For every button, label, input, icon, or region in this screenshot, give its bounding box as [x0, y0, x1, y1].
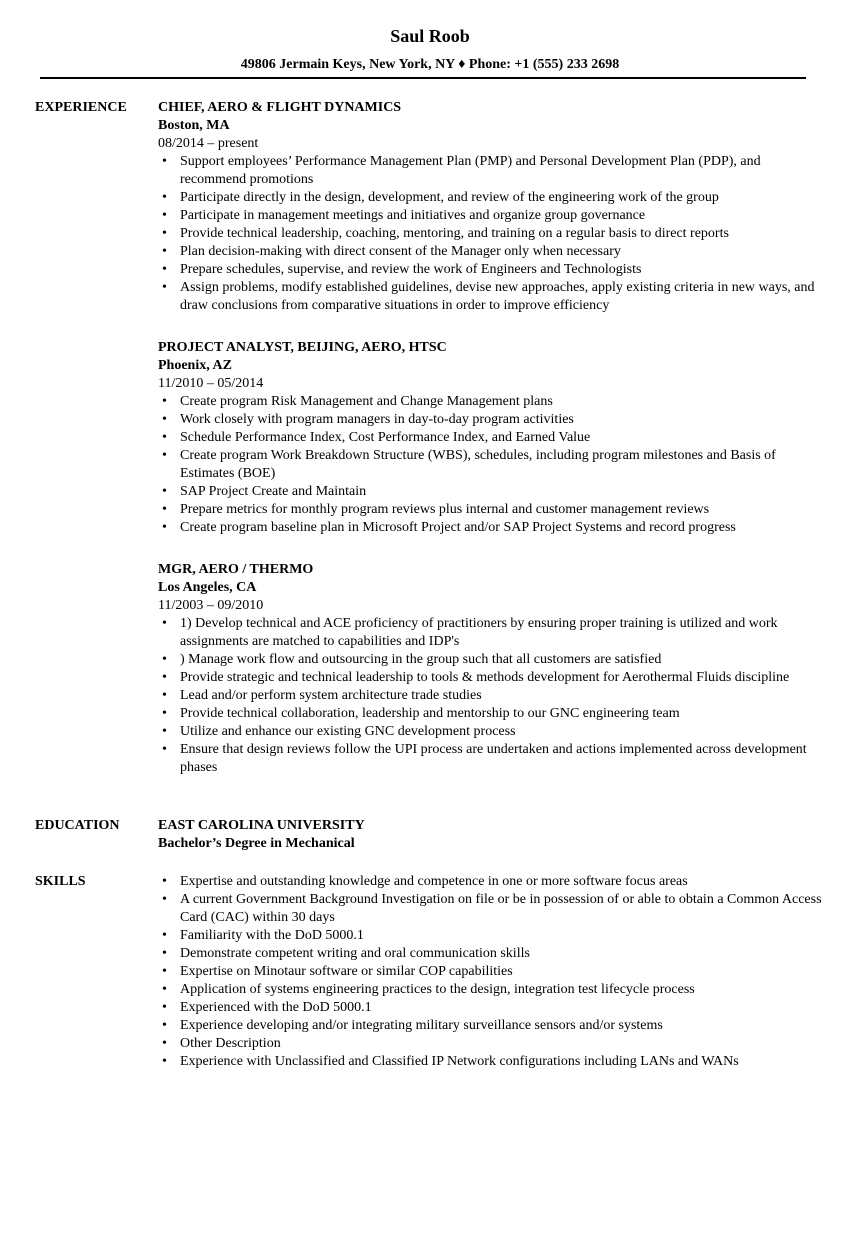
- skill-item: • Other Description: [158, 1035, 823, 1053]
- job-bullet: • Lead and/or perform system architecture trade studies: [158, 687, 823, 705]
- degree-name: Bachelor’s Degree in Mechanical: [158, 836, 355, 851]
- job-location: Los Angeles, CA: [158, 580, 257, 595]
- skill-item: • Expertise on Minotaur software or similar COP capabilities: [158, 963, 823, 981]
- job-bullet: • Create program Work Breakdown Structure (WBS), schedules, including program milestones and Basis of Estimates (BOE): [158, 447, 823, 483]
- job-bullet: • Ensure that design reviews follow the UPI process are undertaken and actions implemented across development phases: [158, 741, 823, 777]
- job-bullet: • Assign problems, modify established guidelines, devise new approaches, apply existing criteria in new ways, and draw conclusions from comparative situations in order to improve efficiency: [158, 279, 823, 315]
- job-bullet: • Prepare metrics for monthly program reviews plus internal and customer management reviews: [158, 501, 823, 519]
- job-bullets: [158, 393, 823, 537]
- job-entry: [158, 339, 823, 537]
- job-bullet: • 1) Develop technical and ACE proficiency of practitioners by ensuring proper training is utilized and work assignments are matched to capabilities and IDP's: [158, 615, 823, 651]
- job-location: Boston, MA: [158, 118, 230, 133]
- job-title: PROJECT ANALYST, BEIJING, AERO, HTSC: [158, 340, 447, 355]
- job-bullet: • Schedule Performance Index, Cost Performance Index, and Earned Value: [158, 429, 823, 447]
- section-label-experience: EXPERIENCE: [35, 100, 127, 115]
- skill-item: • Experience with Unclassified and Classified IP Network configurations including LANs and WANs: [158, 1053, 823, 1071]
- job-bullet: • ) Manage work flow and outsourcing in the group such that all customers are satisfied: [158, 651, 823, 669]
- skill-item: • Application of systems engineering practices to the design, integration test lifecycle process: [158, 981, 823, 999]
- job-bullet: • Utilize and enhance our existing GNC development process: [158, 723, 823, 741]
- job-title: MGR, AERO / THERMO: [158, 562, 314, 577]
- skills-body: [158, 873, 823, 1071]
- job-bullet: • Participate directly in the design, development, and review of the engineering work of the group: [158, 189, 823, 207]
- header-divider: [40, 77, 806, 79]
- job-dates: 11/2010 – 05/2014: [158, 376, 264, 391]
- skills-list: [158, 873, 823, 1071]
- job-bullets: [158, 615, 823, 777]
- skill-item: • Experienced with the DoD 5000.1: [158, 999, 823, 1017]
- skill-item: • Familiarity with the DoD 5000.1: [158, 927, 823, 945]
- job-bullet: • Create program Risk Management and Change Management plans: [158, 393, 823, 411]
- job-dates: 08/2014 – present: [158, 136, 259, 151]
- job-bullet: • Provide technical leadership, coaching, mentoring, and training on a regular basis to direct reports: [158, 225, 823, 243]
- job-dates: 11/2003 – 09/2010: [158, 598, 264, 613]
- job-bullet: • Provide technical collaboration, leadership and mentorship to our GNC engineering team: [158, 705, 823, 723]
- contact-line: 49806 Jermain Keys, New York, NY ♦ Phone: +1 (555) 233 2698: [240, 57, 620, 72]
- job-entry: [158, 99, 823, 315]
- education-body: [158, 817, 823, 853]
- skill-item: • Expertise and outstanding knowledge and competence in one or more software focus areas: [158, 873, 823, 891]
- skill-item: • Experience developing and/or integrating military surveillance sensors and/or systems: [158, 1017, 823, 1035]
- skill-item: • A current Government Background Investigation on file or be in possession of or able to obtain a Common Access Card (CAC) within 30 days: [158, 891, 823, 927]
- job-location: Phoenix, AZ: [158, 358, 232, 373]
- job-bullet: • Support employees’ Performance Management Plan (PMP) and Personal Development Plan (PDP), and recommend promotions: [158, 153, 823, 189]
- job-title: CHIEF, AERO & FLIGHT DYNAMICS: [158, 100, 402, 115]
- experience-body: [158, 99, 823, 777]
- job-bullet: • Participate in management meetings and initiatives and organize group governance: [158, 207, 823, 225]
- resume-header: [0, 24, 860, 74]
- job-bullet: • Work closely with program managers in day-to-day program activities: [158, 411, 823, 429]
- section-label-education: EDUCATION: [35, 818, 120, 833]
- school-name: EAST CAROLINA UNIVERSITY: [158, 818, 365, 833]
- job-bullet: • Plan decision-making with direct consent of the Manager only when necessary: [158, 243, 823, 261]
- job-bullet: • Create program baseline plan in Microsoft Project and/or SAP Project Systems and record progress: [158, 519, 823, 537]
- job-entry: [158, 561, 823, 777]
- candidate-name: Saul Roob: [390, 26, 470, 46]
- skill-item: • Demonstrate competent writing and oral communication skills: [158, 945, 823, 963]
- job-bullet: • Prepare schedules, supervise, and review the work of Engineers and Technologists: [158, 261, 823, 279]
- job-bullet: • SAP Project Create and Maintain: [158, 483, 823, 501]
- job-bullet: • Provide strategic and technical leadership to tools & methods development for Aerothermal Fluids discipline: [158, 669, 823, 687]
- job-bullets: [158, 153, 823, 315]
- section-label-skills: SKILLS: [35, 874, 86, 889]
